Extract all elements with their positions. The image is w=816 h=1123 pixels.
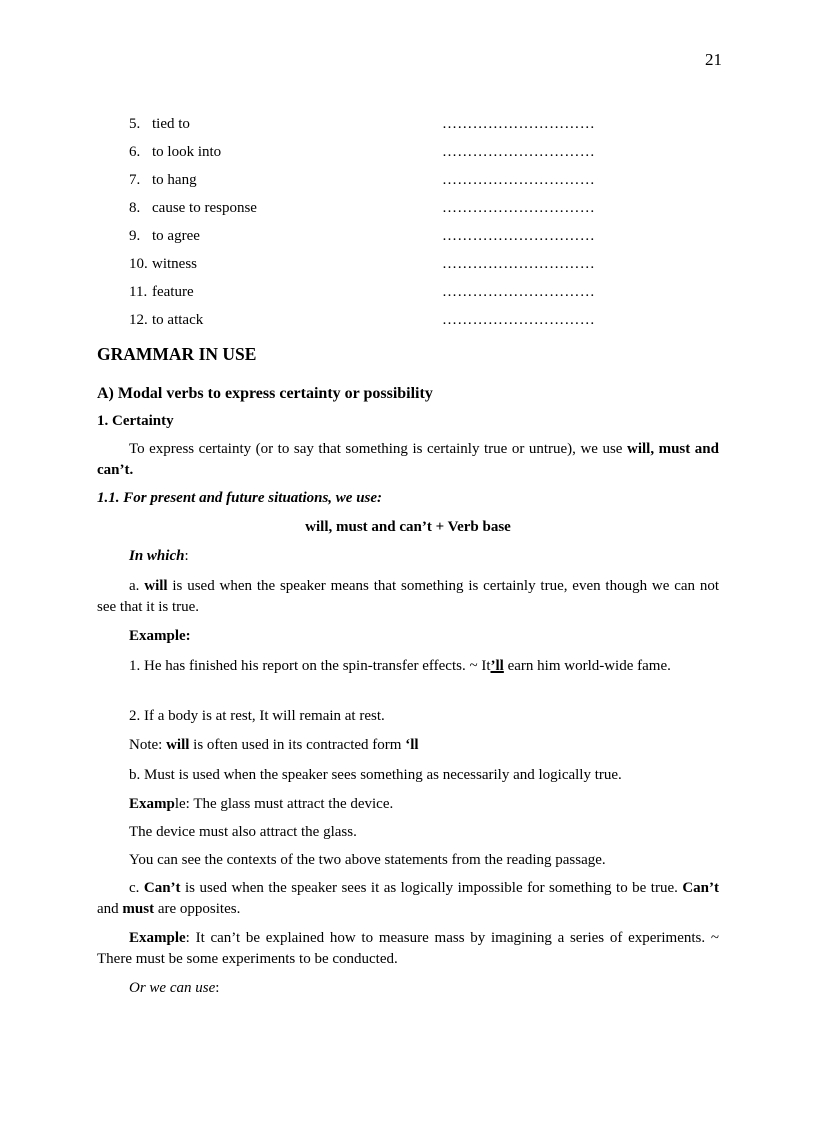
- item-number: 11.: [129, 284, 148, 300]
- point-c-bold-1: Can’t: [143, 880, 181, 896]
- note-line: [129, 735, 419, 756]
- answer-blank: …………………………: [442, 256, 595, 272]
- answer-blank: …………………………: [442, 312, 595, 328]
- note-bold-2: ‘ll: [405, 737, 419, 753]
- example-1-contraction: ’ll: [490, 658, 504, 674]
- example-c-bold: Example: [129, 930, 186, 946]
- formula: will, must and can’t + Verb base: [305, 519, 511, 535]
- example-label: Example:: [129, 628, 191, 644]
- item-number: 8.: [129, 200, 141, 216]
- point-a-text: is used when the speaker means that something is certainly true, even though we can not see that it is true.: [97, 578, 719, 615]
- in-which-label: [129, 546, 189, 567]
- item-term: to look into: [152, 144, 222, 160]
- list-item: [129, 198, 629, 226]
- intro-bold: will, must and can’t.: [97, 441, 719, 478]
- in-which-colon: :: [184, 548, 189, 564]
- point-a-prefix: a.: [129, 578, 145, 594]
- grammar-heading: GRAMMAR IN USE: [97, 344, 257, 364]
- item-number: 12.: [129, 312, 148, 328]
- point-b: b. Must is used when the speaker sees something as necessarily and logically true.: [129, 767, 622, 783]
- item-term: to agree: [152, 228, 200, 244]
- point-c-text-1: is used when the speaker sees it as logically impossible for something to be true.: [180, 880, 683, 896]
- list-item: [129, 226, 629, 254]
- list-item: [129, 282, 629, 310]
- item-number: 9.: [129, 228, 141, 244]
- item-term: witness: [152, 256, 197, 272]
- page-number: 21: [705, 50, 722, 69]
- intro-paragraph: [97, 439, 719, 481]
- point-c-text-2: and: [97, 901, 123, 917]
- point-c-bold-3: must: [122, 901, 155, 917]
- item-term: feature: [152, 284, 194, 300]
- example-2: 2. If a body is at rest, It will remain at rest.: [129, 708, 385, 724]
- line-b3: You can see the contexts of the two above statements from the reading passage.: [129, 852, 606, 868]
- example-1: [97, 656, 719, 677]
- item-term: to hang: [152, 172, 197, 188]
- note-text: is often used in its contracted form: [189, 737, 406, 753]
- answer-blank: …………………………: [442, 228, 595, 244]
- example-c-paragraph: [97, 928, 719, 970]
- or-text: Or we can use: [129, 980, 216, 996]
- point-a-paragraph: [97, 576, 719, 618]
- point-c-bold-2: Can’t: [682, 880, 719, 896]
- example-b-text: : The glass must attract the device.: [185, 796, 394, 812]
- intro-text: To express certainty (or to say that something is certainly true or untrue), we use: [129, 441, 627, 457]
- item-term: cause to response: [152, 200, 257, 216]
- answer-blank: …………………………: [442, 200, 595, 216]
- vocabulary-list: [129, 114, 629, 338]
- list-item: [129, 254, 629, 282]
- answer-blank: …………………………: [442, 144, 595, 160]
- note-prefix: Note:: [129, 737, 167, 753]
- item-number: 5.: [129, 116, 141, 132]
- list-item: [129, 310, 629, 338]
- certainty-heading: 1. Certainty: [97, 413, 174, 429]
- example-1-rest: earn him world-wide fame.: [503, 658, 671, 674]
- point-a-bold: will: [144, 578, 168, 594]
- example-c-text: : It can’t be explained how to measure mass by imagining a series of experiments. ~ There must be some experiments to be conducted.: [97, 930, 719, 967]
- item-term: to attack: [152, 312, 204, 328]
- or-colon: :: [215, 980, 220, 996]
- subheading-1-1: 1.1. For present and future situations, we use:: [97, 490, 383, 506]
- note-bold: will: [166, 737, 190, 753]
- list-item: [129, 170, 629, 198]
- answer-blank: …………………………: [442, 172, 595, 188]
- example-1-text: 1. He has finished his report on the spin-transfer effects. ~ It: [129, 658, 491, 674]
- example-b-rest-label: le: [174, 796, 186, 812]
- section-a-heading: A) Modal verbs to express certainty or possibility: [97, 385, 433, 402]
- list-item: [129, 142, 629, 170]
- answer-blank: …………………………: [442, 116, 595, 132]
- list-item: [129, 114, 629, 142]
- or-we-can-use: [129, 978, 219, 999]
- example-b-line: [129, 794, 393, 815]
- example-b-bold: Examp: [129, 796, 175, 812]
- item-number: 7.: [129, 172, 141, 188]
- in-which-text: In which: [129, 548, 185, 564]
- item-number: 6.: [129, 144, 141, 160]
- item-term: tied to: [152, 116, 190, 132]
- point-c-text-3: are opposites.: [154, 901, 241, 917]
- item-number: 10.: [129, 256, 148, 272]
- answer-blank: …………………………: [442, 284, 595, 300]
- line-b2: The device must also attract the glass.: [129, 824, 357, 840]
- point-c-prefix: c.: [129, 880, 144, 896]
- point-c-paragraph: [97, 878, 719, 920]
